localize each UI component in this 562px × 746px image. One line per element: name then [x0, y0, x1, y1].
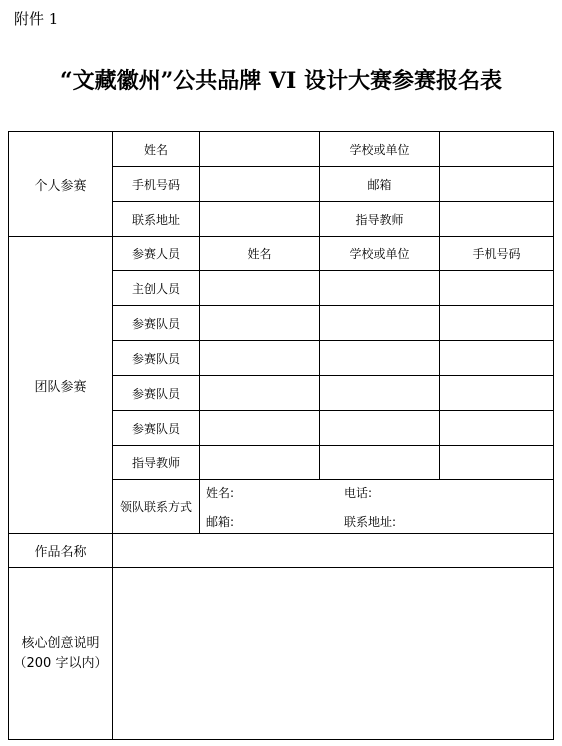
team-row-school-field[interactable] — [320, 411, 440, 446]
work-name-field[interactable] — [113, 534, 554, 568]
individual-name-label: 姓名 — [113, 132, 200, 167]
team-row-school-field[interactable] — [320, 271, 440, 306]
individual-address-label: 联系地址 — [113, 202, 200, 237]
team-row-role: 参赛队员 — [113, 376, 200, 411]
team-row-school-field[interactable] — [320, 306, 440, 341]
team-row-name-field[interactable] — [200, 341, 320, 376]
team-row-name-field[interactable] — [200, 306, 320, 341]
team-row-role: 参赛队员 — [113, 341, 200, 376]
team-leader-contact[interactable] — [200, 480, 554, 534]
team-row-role: 参赛队员 — [113, 306, 200, 341]
individual-phone-label: 手机号码 — [113, 167, 200, 202]
team-row-name-field[interactable] — [200, 271, 320, 306]
core-concept-label — [9, 568, 113, 740]
team-row-phone-field[interactable] — [440, 306, 554, 341]
individual-email-label: 邮箱 — [320, 167, 440, 202]
core-concept-label-line1: 核心创意说明 — [21, 635, 100, 651]
team-row-role: 指导教师 — [113, 446, 200, 480]
team-row-name-field[interactable] — [200, 446, 320, 480]
work-name-label: 作品名称 — [9, 534, 113, 568]
team-row-name-field[interactable] — [200, 376, 320, 411]
individual-address-field[interactable] — [200, 202, 320, 237]
individual-name-field[interactable] — [200, 132, 320, 167]
team-header-role: 参赛人员 — [113, 237, 200, 271]
team-header-phone: 手机号码 — [440, 237, 554, 271]
team-row-name-field[interactable] — [200, 411, 320, 446]
team-header-name: 姓名 — [200, 237, 320, 271]
individual-section-label: 个人参赛 — [9, 132, 113, 237]
individual-email-field[interactable] — [440, 167, 554, 202]
individual-advisor-label: 指导教师 — [320, 202, 440, 237]
individual-school-label: 学校或单位 — [320, 132, 440, 167]
team-row-phone-field[interactable] — [440, 271, 554, 306]
leader-email-label: 邮箱: — [206, 514, 235, 529]
leader-address-label: 联系地址: — [344, 514, 397, 529]
team-row-phone-field[interactable] — [440, 341, 554, 376]
team-row-role: 主创人员 — [113, 271, 200, 306]
individual-phone-field[interactable] — [200, 167, 320, 202]
team-section-label: 团队参赛 — [9, 237, 113, 534]
team-row-school-field[interactable] — [320, 446, 440, 480]
team-row-phone-field[interactable] — [440, 411, 554, 446]
leader-name-label: 姓名: — [206, 485, 235, 500]
team-row-phone-field[interactable] — [440, 446, 554, 480]
core-concept-field[interactable] — [113, 568, 554, 740]
team-header-school: 学校或单位 — [320, 237, 440, 271]
attachment-label: 附件 1 — [14, 10, 59, 28]
leader-phone-label: 电话: — [344, 485, 373, 500]
registration-form-table — [8, 131, 554, 740]
individual-school-field[interactable] — [440, 132, 554, 167]
team-row-school-field[interactable] — [320, 341, 440, 376]
core-concept-label-line2: （200 字以内） — [13, 655, 108, 671]
form-title: “文藏徽州”公共品牌 VI 设计大赛参赛报名表 — [60, 68, 502, 94]
team-row-role: 参赛队员 — [113, 411, 200, 446]
individual-advisor-field[interactable] — [440, 202, 554, 237]
team-leader-label: 领队联系方式 — [113, 480, 200, 534]
team-row-school-field[interactable] — [320, 376, 440, 411]
team-row-phone-field[interactable] — [440, 376, 554, 411]
